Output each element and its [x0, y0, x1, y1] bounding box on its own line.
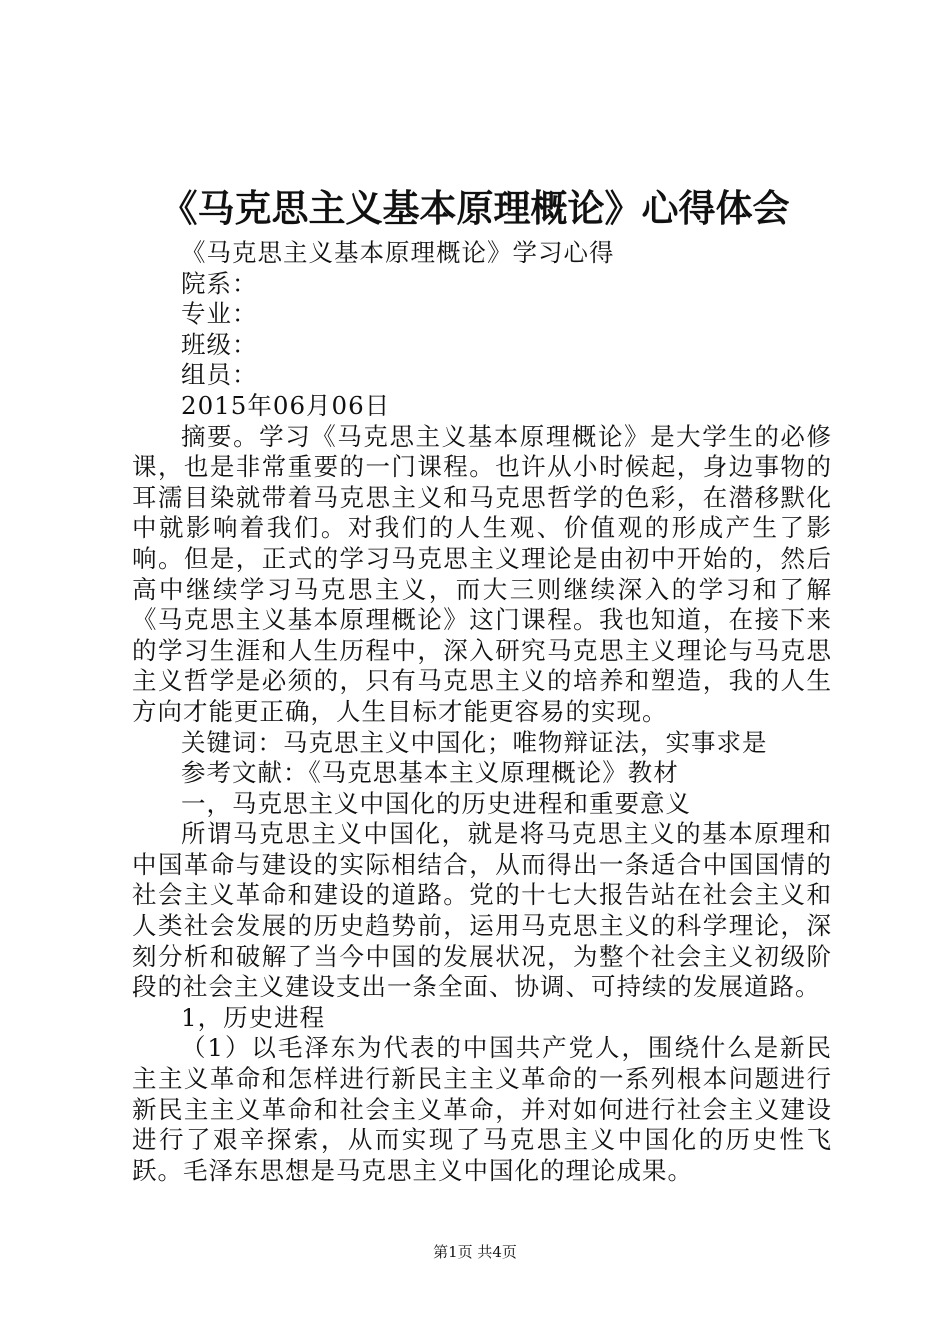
- class-field: 班级：: [181, 329, 258, 359]
- references-line: 参考文献：《马克思基本主义原理概论》教材: [181, 758, 679, 788]
- keywords-line: 关键词：马克思主义中国化；唯物辩证法，实事求是: [181, 727, 768, 757]
- major-field: 专业：: [181, 299, 258, 329]
- document-title: 《马克思主义基本原理概论》心得体会: [160, 186, 790, 230]
- section-heading: 一，马克思主义中国化的历史进程和重要意义: [181, 788, 691, 818]
- subsection-heading: 1，历史进程: [181, 1002, 326, 1032]
- document-subtitle: 《马克思主义基本原理概论》学习心得: [181, 238, 615, 267]
- members-field: 组员：: [181, 360, 258, 390]
- document-body: [132, 238, 832, 1186]
- subsection-paragraph: （1）以毛泽东为代表的中国共产党人，围绕什么是新民主主义革命和怎样进行新民主主义革命的一系列根本问题进行新民主主义革命和社会主义革命，并对如何进行社会主义建设进行了艰辛探索，从而实现了马克思主义中国化的历史性飞跃。毛泽东思想是马克思主义中国化的理论成果。: [132, 1033, 832, 1185]
- abstract-paragraph: 摘要。学习《马克思主义基本原理概论》是大学生的必修课，也是非常重要的一门课程。也许从小时候起，身边事物的耳濡目染就带着马克思主义和马克思哲学的色彩，在潜移默化中就影响着我们。对我们的人生观、价值观的形成产生了影响。但是，正式的学习马克思主义理论是由初中开始的，然后高中继续学习马克思主义，而大三则继续深入的学习和了解《马克思主义基本原理概论》这门课程。我也知道，在接下来的学习生涯和人生历程中，深入研究马克思主义理论与马克思主义哲学是必须的，只有马克思主义的培养和塑造，我的人生方向才能更正确，人生目标才能更容易的实现。: [132, 421, 832, 726]
- section-paragraph: 所谓马克思主义中国化，就是将马克思主义的基本原理和中国革命与建设的实际相结合，从而得出一条适合中国国情的社会主义革命和建设的道路。党的十七大报告站在社会主义和人类社会发展的历史趋势前，运用马克思主义的科学理论，深刻分析和破解了当今中国的发展状况，为整个社会主义初级阶段的社会主义建设支出一条全面、协调、可持续的发展道路。: [132, 819, 832, 1002]
- document-date: 2015年06月06日: [181, 390, 391, 420]
- department-field: 院系：: [181, 268, 258, 298]
- page-footer: 第1页 共4页: [433, 1243, 517, 1261]
